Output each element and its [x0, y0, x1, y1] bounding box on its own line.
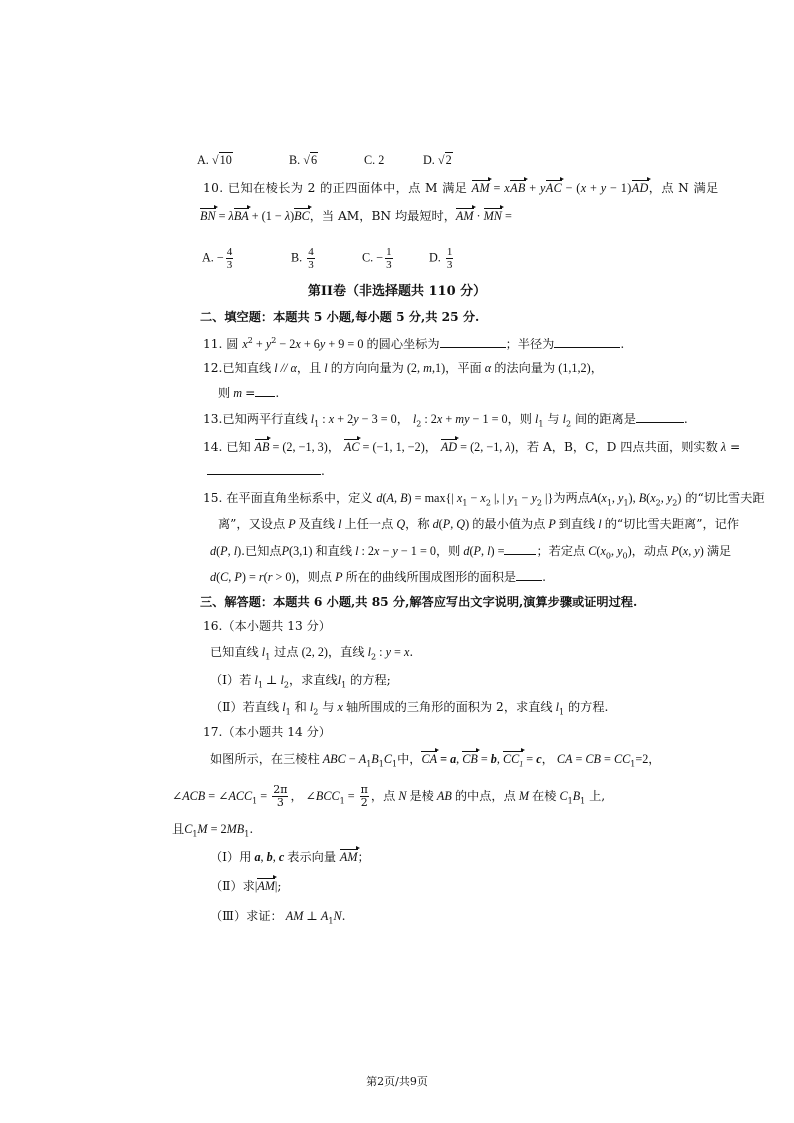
q9-option-d: D. √2 — [423, 153, 452, 167]
q10-option-c: C. − $\frac{1}{3}$ — [362, 246, 392, 271]
q12-blank[interactable] — [255, 396, 275, 397]
q17-part2: （Ⅱ）求|AM|; — [210, 879, 282, 893]
part3-heading: 三、解答题：本题共 6 小题,共 85 分,解答应写出文字说明,演算步骤或证明过程. — [200, 595, 638, 609]
q15-line1: 15. 在平面直角坐标系中，定义 d(A, B) = max{| $x_1 - x_2$ |, | $y_1 - y_2$ |}为两点$A(x_1$, $y_1$), $B(x_2$, $y_2$) 的“切比雪夫距 — [203, 491, 765, 508]
q15-blank-2[interactable] — [516, 580, 542, 581]
q10-line1: 10. 已知在棱长为 2 的正四面体中，点 M 满足 AM = xAB + yAC − (x + y − 1)AD，点 N 满足 — [203, 181, 719, 195]
vec-am: AM — [471, 181, 491, 195]
q9-option-b: B. √6 — [289, 153, 318, 167]
page-footer: 第2页/共9页 — [366, 1075, 428, 1088]
part2-heading: 二、填空题：本题共 5 小题,每小题 5 分,共 25 分. — [200, 310, 480, 324]
q16-header: 16.（本小题共 13 分） — [203, 619, 331, 633]
q17-header: 17.（本小题共 14 分） — [203, 725, 331, 739]
q15-line2: 离”，又设点 P 及直线 l 上任一点 Q，称 d(P, Q) 的最小值为点 P 到直线 l 的“切比雪夫距离”，记作 — [218, 517, 740, 531]
q11-blank-radius[interactable] — [554, 347, 620, 348]
q17-line2: ∠ACB = $\angle ACC_1$ = $\frac{2\pi}{3}$ ， $\angle BCC_1$ = $\frac{\pi}{2}$ ，点 N 是棱 AB 的中点，点 M 在棱 $C_1B_1$ 上, — [172, 783, 606, 809]
q9-option-c: C. 2 — [364, 153, 385, 167]
q17-line1: 如图所示，在三棱柱 ABC − $A_1B_1C_1$中，CA = a, CB = b, $CC_1 = c$， CA = CB = $CC_1=2$， — [210, 750, 660, 773]
q15-line4: d(C, P) = r(r > 0)，则点 P 所在的曲线所围成图形的面积是 . — [210, 570, 546, 584]
q12-line2: 则 m = . — [218, 386, 280, 400]
q10-option-d: D. $\frac{1}{3}$ — [429, 246, 453, 271]
q14-line1: 14. 已知 AB = (2, −1, 3)， AC = (−1, 1, −2)， AD = (2, −1, λ)，若 A，B，C，D 四点共面，则实数 λ = — [203, 440, 741, 454]
q17-line3: 且$C_1M = 2MB_1$. — [172, 822, 254, 839]
q16-part2: （Ⅱ）若直线 $l_1$ 和 $l_2$ 与 x 轴所围成的三角形的面积为 2，求直线 $l_1$ 的方程. — [210, 700, 609, 717]
q11-blank-center[interactable] — [440, 347, 506, 348]
q16-intro: 已知直线 $l_1$ 过点 (2, 2)，直线 $l_2$ : y = x. — [210, 645, 414, 662]
q9-option-a: A. √10 — [197, 153, 232, 167]
q17-part3: （Ⅲ）求证： AM ⊥ $A_1N$. — [210, 909, 346, 926]
q13: 13.已知两平行直线 $l_1$ : x + 2y − 3 = 0， $l_2$ : 2x + my − 1 = 0，则 $l_1$ 与 $l_2$ 间的距离是 . — [203, 412, 688, 429]
q15-line3: d(P, l).已知点P(3,1) 和直线 l : 2x − y − 1 = 0，则 d(P, l) = ；若定点 $C(x_0$, $y_0$)，动点 P(x, y) 满足 — [210, 544, 732, 561]
q12-line1: 12.已知直线 l // α，且 l 的方向向量为 (2, m,1)，平面 α 的法向量为 (1,1,2)， — [203, 361, 603, 375]
q10-line2: BN = λBA + (1 − λ)BC，当 AM，BN 均最短时，AM · MN = — [200, 209, 512, 223]
q15-blank-1[interactable] — [504, 554, 536, 555]
q13-blank[interactable] — [636, 422, 684, 423]
q10-option-a: A. − $\frac{4}{3}$ — [202, 246, 233, 271]
q16-part1: （Ⅰ）若 $l_1$ ⊥ $l_2$，求直线$l_1$ 的方程; — [210, 673, 391, 690]
q11: 11. 圆 $x^2 + y^2 - 2x + 6y + 9 = 0$ 的圆心坐标为 ；半径为 . — [203, 336, 625, 352]
q10-option-b: B. $\frac{4}{3}$ — [291, 246, 314, 271]
q14-line2: . — [207, 462, 325, 480]
q17-part1: （Ⅰ）用 a, b, c 表示向量 AM； — [210, 850, 370, 864]
section2-title: 第II卷（非选择题共 110 分） — [307, 284, 487, 299]
q14-blank[interactable] — [207, 474, 321, 475]
